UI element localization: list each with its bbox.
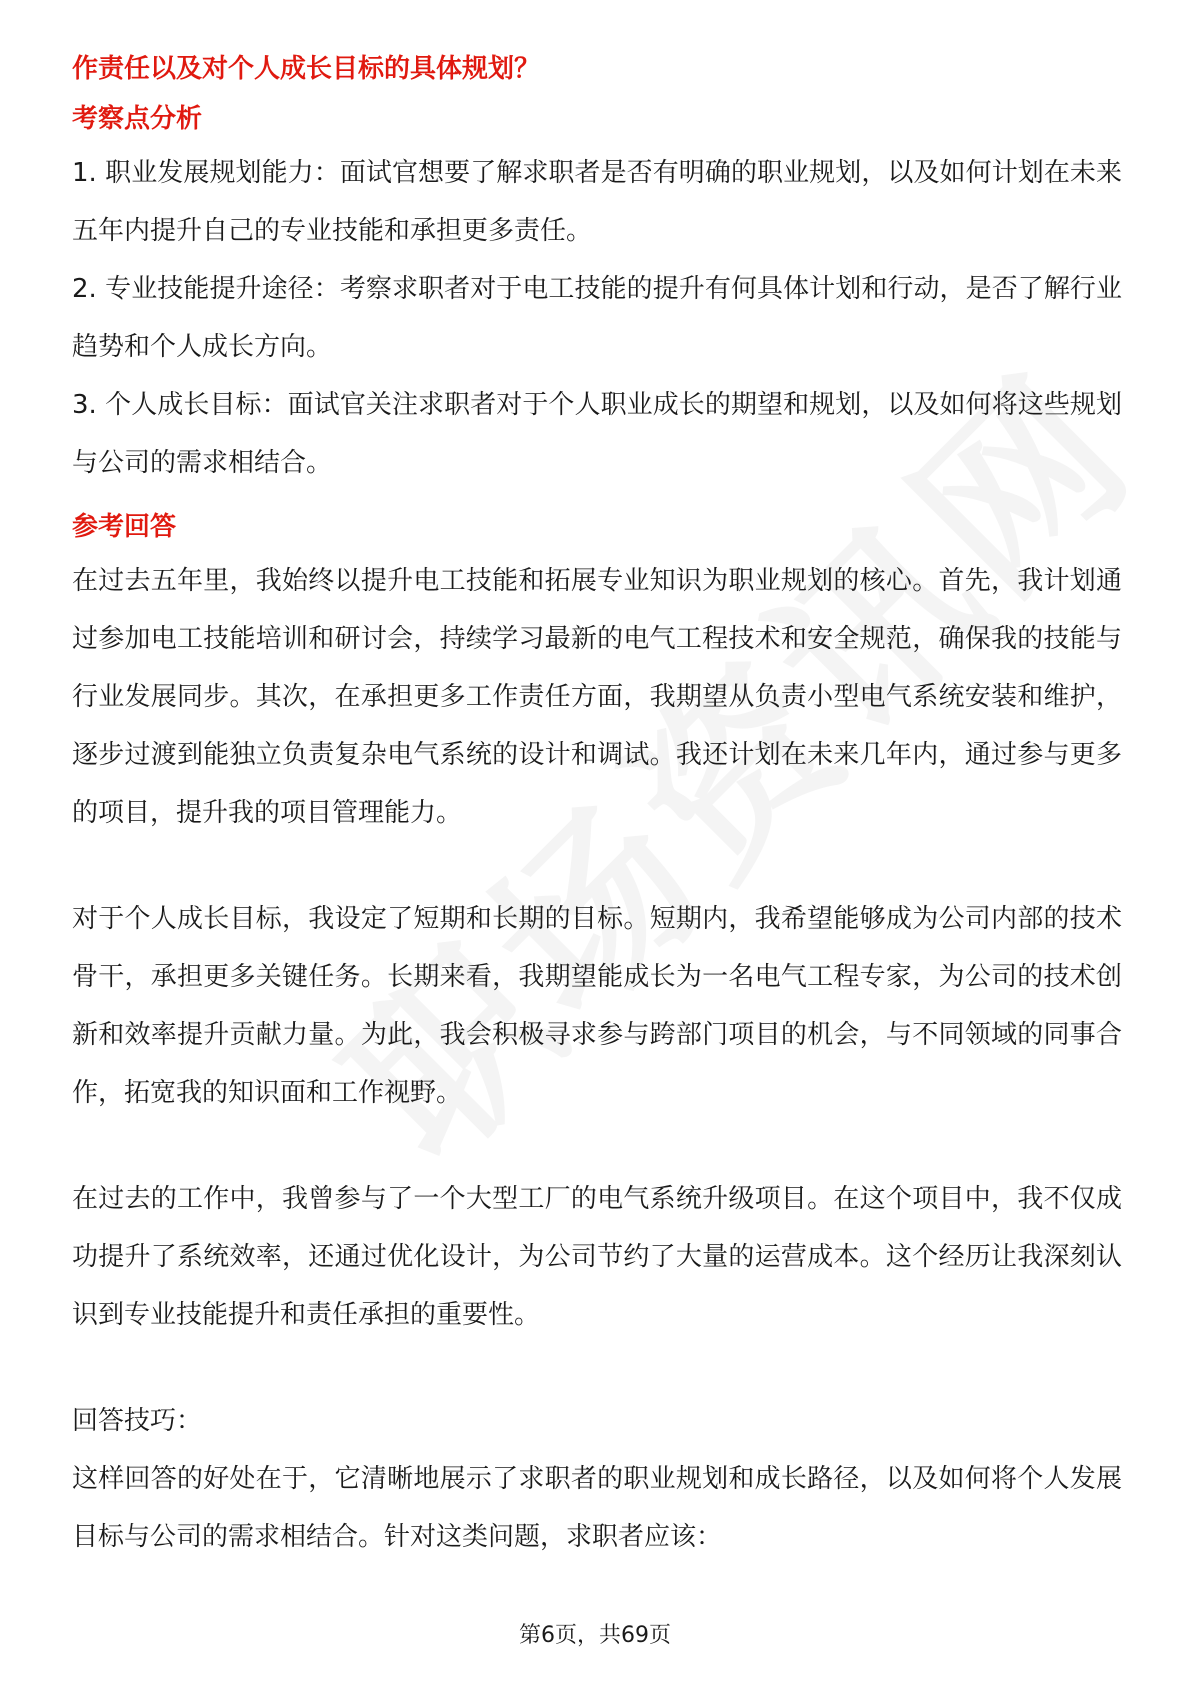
tips-heading: 回答技巧： [72, 1406, 203, 1436]
tips-text: 这样回答的好处在于，它清晰地展示了求职者的职业规划和成长路径，以及如何将个人发展目标与公司的需求相结合。针对这类问题，求职者应该： [72, 1464, 1122, 1552]
question-title: 作责任以及对个人成长目标的具体规划？ [72, 54, 541, 84]
analysis-item: 1. 职业发展规划能力：面试官想要了解求职者是否有明确的职业规划，以及如何计划在未来五年内提升自己的专业技能和承担更多责任。 [72, 158, 1122, 246]
page-number: 第6页，共69页 [519, 1623, 671, 1648]
reference-paragraph: 在过去的工作中，我曾参与了一个大型工厂的电气系统升级项目。在这个项目中，我不仅成功提升了系统效率，还通过优化设计，为公司节约了大量的运营成本。这个经历让我深刻认识到专业技能提升和责任承担的重要性。 [72, 1184, 1122, 1330]
document-page [72, 44, 1122, 1566]
analysis-heading: 考察点分析 [72, 104, 203, 134]
reference-paragraph: 对于个人成长目标，我设定了短期和长期的目标。短期内，我希望能够成为公司内部的技术骨干，承担更多关键任务。长期来看，我期望能成长为一名电气工程专家，为公司的技术创新和效率提升贡献力量。为此，我会积极寻求参与跨部门项目的机会，与不同领域的同事合作，拓宽我的知识面和工作视野。 [72, 904, 1122, 1108]
analysis-item: 2. 专业技能提升途径：考察求职者对于电工技能的提升有何具体计划和行动，是否了解行业趋势和个人成长方向。 [72, 274, 1122, 362]
reference-heading: 参考回答 [72, 512, 177, 542]
analysis-item: 3. 个人成长目标：面试官关注求职者对于个人职业成长的期望和规划，以及如何将这些规划与公司的需求相结合。 [72, 390, 1122, 478]
reference-paragraph: 在过去五年里，我始终以提升电工技能和拓展专业知识为职业规划的核心。首先，我计划通过参加电工技能培训和研讨会，持续学习最新的电气工程技术和安全规范，确保我的技能与行业发展同步。其次，在承担更多工作责任方面，我期望从负责小型电气系统安装和维护，逐步过渡到能独立负责复杂电气系统的设计和调试。我还计划在未来几年内，通过参与更多的项目，提升我的项目管理能力。 [72, 566, 1122, 828]
